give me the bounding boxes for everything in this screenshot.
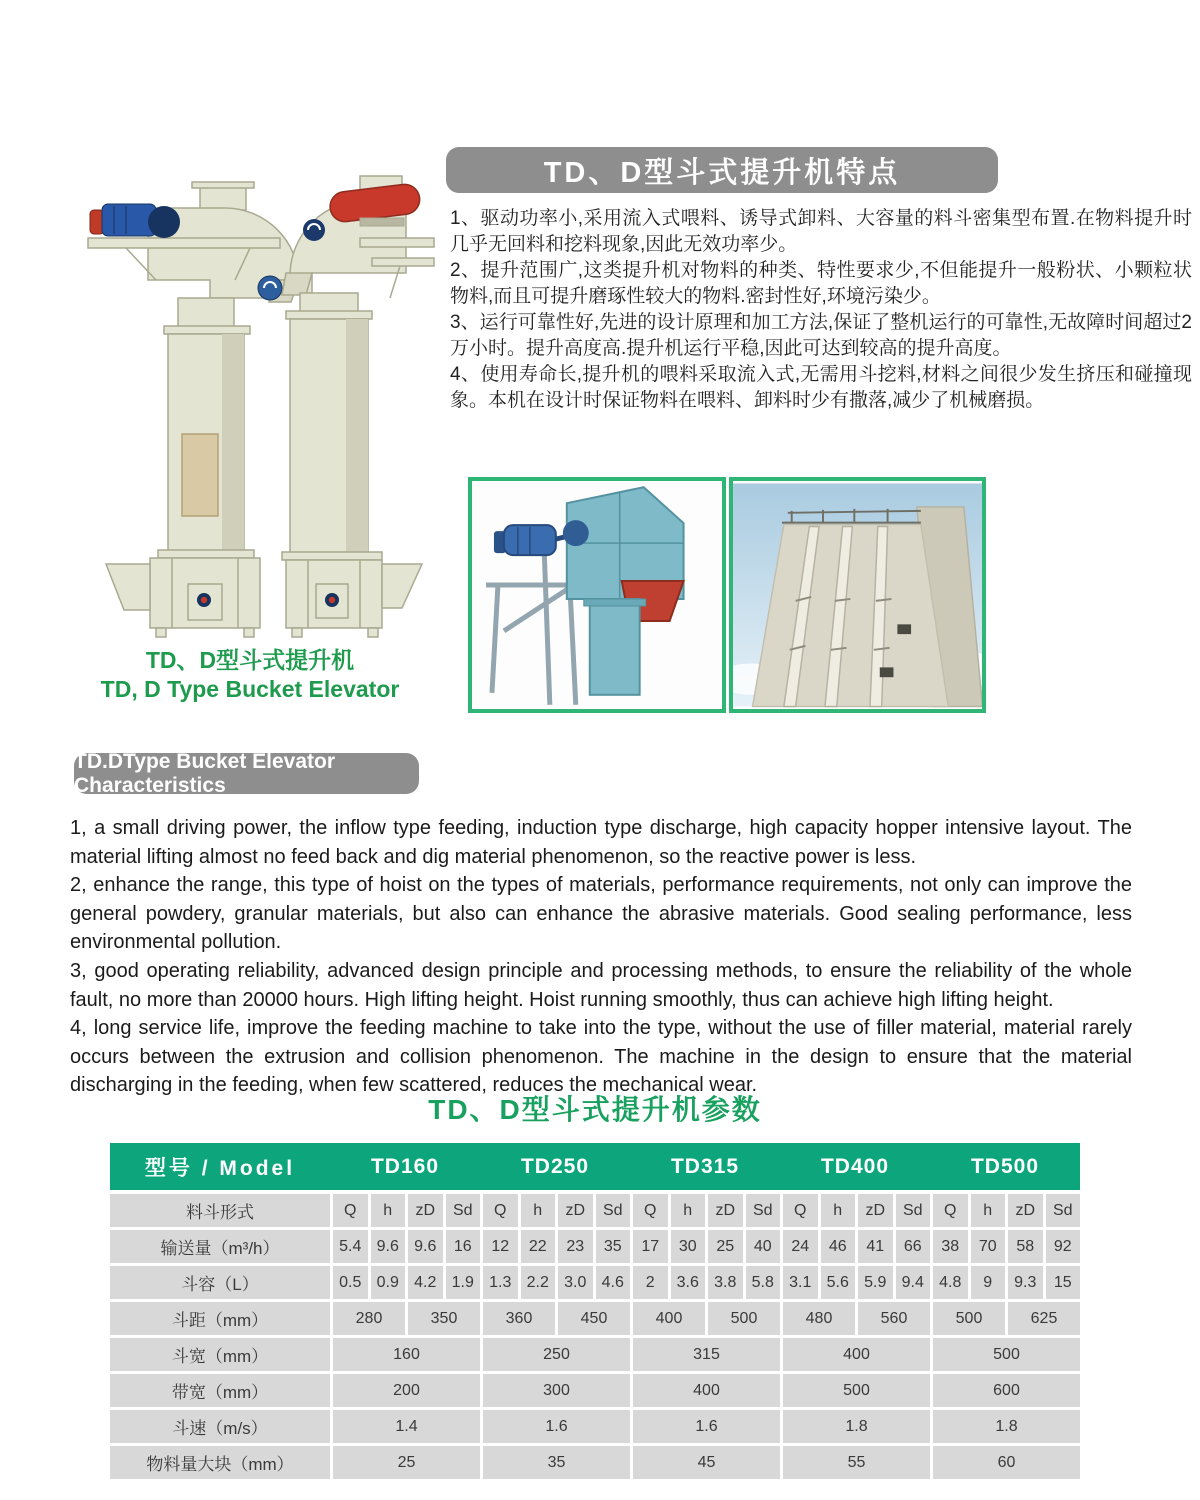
table-cell: 625 bbox=[1008, 1302, 1080, 1335]
table-cell: 3.6 bbox=[671, 1266, 706, 1299]
table-cell: Sd bbox=[1046, 1194, 1081, 1227]
table-cell: 45 bbox=[633, 1446, 780, 1479]
table-cell: 5.4 bbox=[333, 1230, 368, 1263]
table-cell: 400 bbox=[633, 1302, 705, 1335]
table-cell: 3.8 bbox=[708, 1266, 743, 1299]
table-cell: 500 bbox=[933, 1302, 1005, 1335]
table-cell: zD bbox=[408, 1194, 443, 1227]
table-cell: 1.4 bbox=[333, 1410, 480, 1443]
table-cell: 300 bbox=[483, 1374, 630, 1407]
table-cell: 400 bbox=[783, 1338, 930, 1371]
table-cell: 25 bbox=[333, 1446, 480, 1479]
features-badge: TD、D型斗式提升机特点 bbox=[446, 147, 998, 193]
table-cell: 1.3 bbox=[483, 1266, 518, 1299]
table-cell: 24 bbox=[783, 1230, 818, 1263]
characteristics-paragraph-1: 1, a small driving power, the inflow type feeding, induction type discharge, high capacity hopper intensive layout. The material lifting almost no feed back and dig material phenomenon, so the reactive power is less. bbox=[70, 817, 1132, 868]
table-cell: 58 bbox=[1008, 1230, 1043, 1263]
table-cell: h bbox=[821, 1194, 856, 1227]
model-header-cell: TD315 bbox=[670, 1154, 740, 1178]
table-cell: 35 bbox=[483, 1446, 630, 1479]
product-caption-en: TD, D Type Bucket Elevator bbox=[100, 675, 400, 702]
table-cell: Sd bbox=[446, 1194, 481, 1227]
bucket-elevator-illustration bbox=[60, 138, 440, 638]
table-cell: Sd bbox=[746, 1194, 781, 1227]
table-cell: Q bbox=[483, 1194, 518, 1227]
table-cell: zD bbox=[558, 1194, 593, 1227]
table-cell: 9 bbox=[971, 1266, 1006, 1299]
table-cell: 25 bbox=[708, 1230, 743, 1263]
model-header-cell: TD250 bbox=[520, 1154, 590, 1178]
table-cell: 160 bbox=[333, 1338, 480, 1371]
table-cell: h bbox=[521, 1194, 556, 1227]
table-cell: 500 bbox=[783, 1374, 930, 1407]
table-cell: 23 bbox=[558, 1230, 593, 1263]
table-cell: Sd bbox=[896, 1194, 931, 1227]
table-cell: 500 bbox=[933, 1338, 1080, 1371]
table-cell: Sd bbox=[596, 1194, 631, 1227]
characteristics-paragraph-4: 4, long service life, improve the feeding machine to take into the type, without the use of filler material, material rarely occurs between the extrusion and collision phenomenon. The machine in the design to ensure that the material discharging in the feeding, when few scattered, reduces the mechanical wear. bbox=[70, 1017, 1132, 1097]
table-row-label: 斗速（m/s） bbox=[110, 1410, 330, 1443]
model-header-cell: TD500 bbox=[970, 1154, 1040, 1178]
table-cell: 55 bbox=[783, 1446, 930, 1479]
photo-elevator-head bbox=[468, 477, 726, 713]
characteristics-paragraph-3: 3, good operating reliability, advanced design principle and processing methods, to ensure the reliability of the whole fault, no more than 20000 hours. High lifting height. Hoist running smoothly, thus can achieve high lifting height. bbox=[70, 959, 1132, 1011]
characteristics-paragraphs bbox=[70, 814, 1132, 1100]
table-cell: 315 bbox=[633, 1338, 780, 1371]
table-cell: 60 bbox=[933, 1446, 1080, 1479]
characteristics-badge: TD.DType Bucket Elevator Characteristics bbox=[74, 753, 419, 794]
table-row-label: 料斗形式 bbox=[110, 1194, 330, 1227]
table-cell: 2 bbox=[633, 1266, 668, 1299]
table-cell: 22 bbox=[521, 1230, 556, 1263]
table-cell: 9.6 bbox=[408, 1230, 443, 1263]
table-cell: 560 bbox=[858, 1302, 930, 1335]
table-cell: 400 bbox=[633, 1374, 780, 1407]
table-cell: h bbox=[671, 1194, 706, 1227]
param-table-body bbox=[110, 1194, 1080, 1479]
table-cell: zD bbox=[1008, 1194, 1043, 1227]
table-cell: 5.9 bbox=[858, 1266, 893, 1299]
table-cell: 12 bbox=[483, 1230, 518, 1263]
table-cell: 1.8 bbox=[933, 1410, 1080, 1443]
model-header-label: 型号 / Model bbox=[144, 1156, 296, 1180]
parameters-table bbox=[110, 1143, 1080, 1479]
table-cell: h bbox=[971, 1194, 1006, 1227]
table-cell: 200 bbox=[333, 1374, 480, 1407]
parameters-title: TD、D型斗式提升机参数 bbox=[428, 1094, 762, 1125]
product-caption-zh: TD、D型斗式提升机 bbox=[145, 647, 355, 673]
photo-strip bbox=[468, 477, 986, 713]
table-cell: Q bbox=[333, 1194, 368, 1227]
table-cell: 0.5 bbox=[333, 1266, 368, 1299]
model-header-cell: TD160 bbox=[370, 1154, 440, 1178]
silo-building-photo-illustration bbox=[733, 481, 983, 709]
table-cell: Q bbox=[933, 1194, 968, 1227]
table-cell: 4.2 bbox=[408, 1266, 443, 1299]
table-cell: 46 bbox=[821, 1230, 856, 1263]
product-caption bbox=[60, 646, 440, 704]
table-cell: Q bbox=[633, 1194, 668, 1227]
table-cell: zD bbox=[708, 1194, 743, 1227]
feature-paragraph-1: 1、驱动功率小,采用流入式喂料、诱导式卸料、大容量的料斗密集型布置.在物料提升时几乎无回料和挖料现象,因此无效功率少。 bbox=[450, 208, 1192, 256]
table-cell: 480 bbox=[783, 1302, 855, 1335]
characteristics-paragraph-2: 2, enhance the range, this type of hoist on the types of materials, performance requirements, not only can improve the general powdery, granular materials, but also can enhance the abrasive materials. Good sealing performance, less environmental pollution. bbox=[70, 874, 1132, 954]
param-table-header bbox=[110, 1143, 1080, 1190]
table-cell: 17 bbox=[633, 1230, 668, 1263]
table-row-label: 物料量大块（mm） bbox=[110, 1446, 330, 1479]
table-cell: 4.8 bbox=[933, 1266, 968, 1299]
table-cell: 1.8 bbox=[783, 1410, 930, 1443]
table-cell: 92 bbox=[1046, 1230, 1081, 1263]
table-cell: 41 bbox=[858, 1230, 893, 1263]
table-cell: 500 bbox=[708, 1302, 780, 1335]
photo-silo-building bbox=[729, 477, 987, 713]
table-cell: Q bbox=[783, 1194, 818, 1227]
table-cell: 15 bbox=[1046, 1266, 1081, 1299]
table-cell: h bbox=[371, 1194, 406, 1227]
param-table-header-models bbox=[330, 1143, 1080, 1190]
table-cell: 3.0 bbox=[558, 1266, 593, 1299]
table-cell: zD bbox=[858, 1194, 893, 1227]
table-cell: 35 bbox=[596, 1230, 631, 1263]
feature-paragraph-4: 4、使用寿命长,提升机的喂料采取流入式,无需用斗挖料,材料之间很少发生挤压和碰撞现象。本机在设计时保证物料在喂料、卸料时少有撒落,减少了机械磨损。 bbox=[450, 364, 1192, 412]
product-image-bucket-elevators bbox=[60, 138, 440, 640]
table-cell: 450 bbox=[558, 1302, 630, 1335]
table-cell: 40 bbox=[746, 1230, 781, 1263]
features-paragraphs bbox=[450, 206, 1192, 414]
table-cell: 0.9 bbox=[371, 1266, 406, 1299]
table-row-label: 带宽（mm） bbox=[110, 1374, 330, 1407]
table-cell: 38 bbox=[933, 1230, 968, 1263]
table-cell: 1.6 bbox=[633, 1410, 780, 1443]
table-cell: 1.6 bbox=[483, 1410, 630, 1443]
table-cell: 9.4 bbox=[896, 1266, 931, 1299]
table-cell: 3.1 bbox=[783, 1266, 818, 1299]
table-cell: 280 bbox=[333, 1302, 405, 1335]
table-cell: 16 bbox=[446, 1230, 481, 1263]
table-cell: 9.3 bbox=[1008, 1266, 1043, 1299]
feature-paragraph-3: 3、运行可靠性好,先进的设计原理和加工方法,保证了整机运行的可靠性,无故障时间超过2万小时。提升高度高.提升机运行平稳,因此可达到较高的提升高度。 bbox=[450, 312, 1192, 360]
table-cell: 66 bbox=[896, 1230, 931, 1263]
elevator-head-photo-illustration bbox=[472, 481, 722, 709]
table-row-label: 斗容（L） bbox=[110, 1266, 330, 1299]
table-row-label: 输送量（m³/h） bbox=[110, 1230, 330, 1263]
feature-paragraph-2: 2、提升范围广,这类提升机对物料的种类、特性要求少,不但能提升一般粉状、小颗粒状物料,而且可提升磨琢性较大的物料.密封性好,环境污染少。 bbox=[450, 260, 1192, 308]
table-cell: 30 bbox=[671, 1230, 706, 1263]
table-cell: 9.6 bbox=[371, 1230, 406, 1263]
table-cell: 250 bbox=[483, 1338, 630, 1371]
table-row-label: 斗宽（mm） bbox=[110, 1338, 330, 1371]
table-cell: 350 bbox=[408, 1302, 480, 1335]
table-cell: 70 bbox=[971, 1230, 1006, 1263]
table-cell: 5.8 bbox=[746, 1266, 781, 1299]
model-header-cell: TD400 bbox=[820, 1154, 890, 1178]
table-cell: 1.9 bbox=[446, 1266, 481, 1299]
table-row-label: 斗距（mm） bbox=[110, 1302, 330, 1335]
table-cell: 600 bbox=[933, 1374, 1080, 1407]
table-cell: 5.6 bbox=[821, 1266, 856, 1299]
table-cell: 360 bbox=[483, 1302, 555, 1335]
table-cell: 4.6 bbox=[596, 1266, 631, 1299]
table-cell: 2.2 bbox=[521, 1266, 556, 1299]
